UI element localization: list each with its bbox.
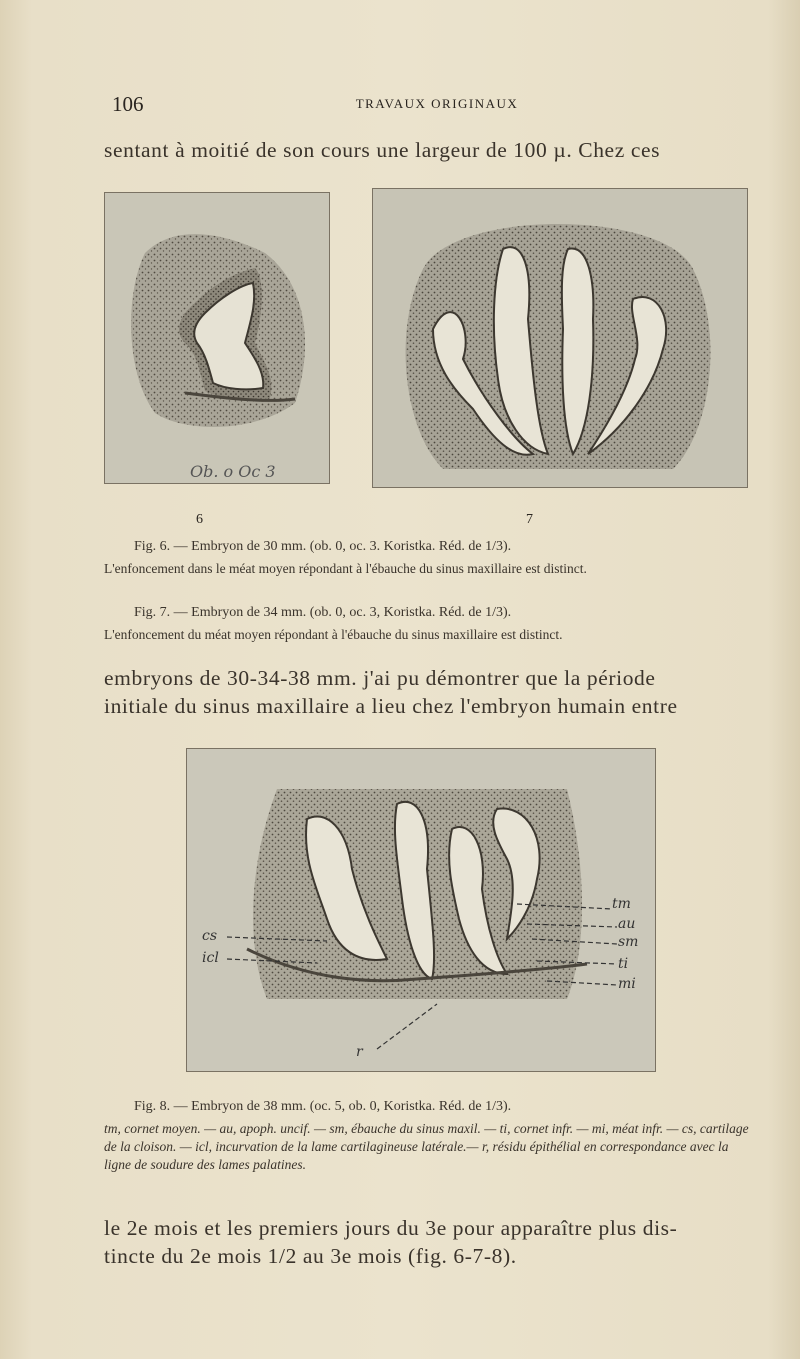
figure-8-image <box>186 748 656 1072</box>
body-text-line-4: le 2e mois et les premiers jours du 3e pour apparaître plus dis- <box>104 1216 678 1240</box>
figure-7-number: 7 <box>526 512 533 527</box>
figure-6-drawing <box>105 193 329 483</box>
figure-8-drawing <box>187 749 655 1071</box>
figure-7-drawing <box>373 189 747 487</box>
label-au: au <box>618 916 636 932</box>
figure-8-caption-title: Fig. 8. — Embryon de 38 mm. (oc. 5, ob. 0, Koristka. Réd. de 1/3). <box>134 1099 512 1114</box>
figure-6-number: 6 <box>196 512 203 527</box>
body-text-line-3: initiale du sinus maxillaire a lieu chez l'embryon humain entre <box>104 694 678 718</box>
body-text-line-5: tincte du 2e mois 1/2 au 3e mois (fig. 6-7-8). <box>104 1244 517 1268</box>
figure-6-image <box>104 192 330 484</box>
label-icl: icl <box>202 950 219 966</box>
label-sm: sm <box>618 934 639 950</box>
figure-7-caption-text: L'enfoncement du méat moyen répondant à l'ébauche du sinus maxillaire est distinct. <box>104 627 563 642</box>
body-text-line-1: sentant à moitié de son cours une largeur de 100 µ. Chez ces <box>104 138 661 162</box>
figure-6-scribble: Ob. o Oc 3 <box>190 462 276 481</box>
page-header <box>112 92 762 116</box>
running-title: TRAVAUX ORIGINAUX <box>355 96 519 111</box>
figure-6-caption-text: L'enfoncement dans le méat moyen répondant à l'ébauche du sinus maxillaire est distinct. <box>104 561 587 576</box>
figure-8-caption-text: tm, cornet moyen. — au, apoph. uncif. — sm, ébauche du sinus maxil. — ti, cornet infr. — mi, méat infr. — cs, cartilage de la cloison. — icl, incurvation de la lame cartilagineuse latérale.— r, résidu épithélial en correspondance avec la ligne de soudure des lames palatines. <box>104 1121 749 1172</box>
label-tm: tm <box>612 896 631 912</box>
label-r: r <box>356 1044 363 1060</box>
figure-7-image <box>372 188 748 488</box>
label-ti: ti <box>618 956 629 972</box>
figure-6-caption-title: Fig. 6. — Embryon de 30 mm. (ob. 0, oc. 3. Koristka. Réd. de 1/3). <box>134 539 512 554</box>
label-mi: mi <box>618 976 636 992</box>
body-text-line-2: embryons de 30-34-38 mm. j'ai pu démontrer que la période <box>104 666 656 690</box>
figure-7-caption-title: Fig. 7. — Embryon de 34 mm. (ob. 0, oc. 3, Koristka. Réd. de 1/3). <box>134 605 512 620</box>
page-number: 106 <box>112 92 144 116</box>
label-cs: cs <box>202 928 218 944</box>
